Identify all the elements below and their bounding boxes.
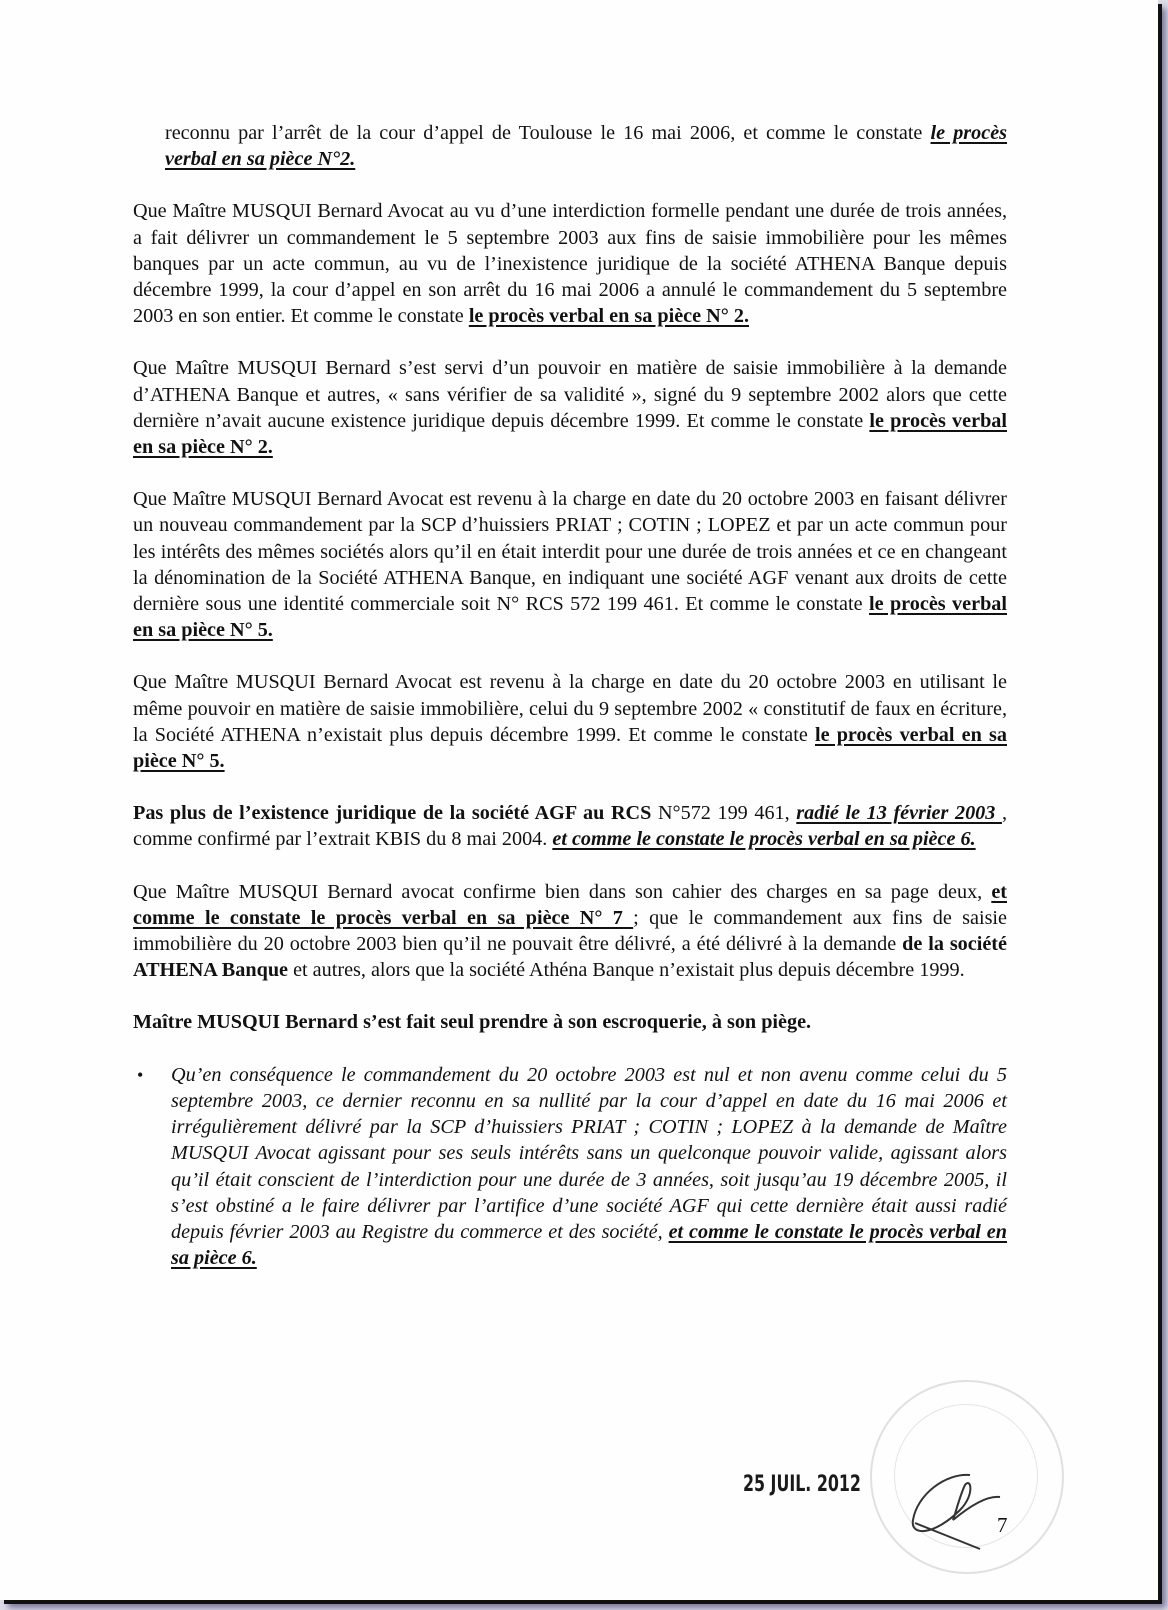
exhibit-reference: et comme le constate le procès verbal en sa pièce 6.: [552, 828, 976, 851]
bullet-list: [133, 1062, 1007, 1272]
section-heading: Maître MUSQUI Bernard s’est fait seul prendre à son escroquerie, à son piège.: [133, 1011, 812, 1034]
striking-date: radié le 13 février 2003: [796, 802, 1002, 825]
paragraph-1: reconnu par l’arrêt de la cour d’appel de Toulouse le 16 mai 2006, et comme le constate le procès verbal en sa pièce N°2.: [165, 122, 1008, 171]
paragraph-5: Que Maître MUSQUI Bernard Avocat est revenu à la charge en date du 20 octobre 2003 en utilisant le même pouvoir en matière de saisie immobilière, celui du 9 septembre 2002 « constitutif de faux en écriture, la Société ATHENA n’existait plus depuis décembre 1999. Et comme le constate le procès verbal en sa pièce N° 5.: [133, 671, 1007, 773]
paragraph-3: Que Maître MUSQUI Bernard s’est servi d’un pouvoir en matière de saisie immobilière à la demande d’ATHENA Banque et autres, « sans vérifier de sa validité », signé du 9 septembre 2002 alors que cette dernière n’avait aucune existence juridique depuis décembre 1999. Et comme le constate le procès verbal en sa pièce N° 2.: [133, 357, 1007, 459]
exhibit-reference: le procès verbal en sa pièce N° 2.: [468, 305, 749, 328]
exhibit-reference: et comme le constate le procès verbal en sa pièce 6.: [171, 1220, 1007, 1270]
exhibit-reference: et comme le constate le procès verbal en sa pièce N° 7: [133, 880, 1007, 929]
exhibit-reference: le procès verbal en sa pièce N°2.: [165, 122, 1008, 171]
exhibit-reference: le procès verbal en sa pièce N° 5.: [133, 723, 1007, 773]
exhibit-reference: le procès verbal en sa pièce N° 2.: [133, 409, 1007, 459]
paragraph-7: Que Maître MUSQUI Bernard avocat confirme bien dans son cahier des charges en sa page deux, et comme le constate le procès verbal en sa pièce N° 7 ; que le commandement aux fins de saisie immobilière du 20 octobre 2003 bien qu’il ne pouvait être délivré, a été délivré à la demande de la société ATHENA Banque et autres, alors que la société Athéna Banque n’existait plus depuis décembre 1999.: [133, 880, 1007, 982]
paragraph-4: Que Maître MUSQUI Bernard Avocat est revenu à la charge en date du 20 octobre 2003 en faisant délivrer un nouveau commandement par la SCP d’huissiers PRIAT ; COTIN ; LOPEZ et par un acte commun pour les intérêts des mêmes sociétés alors qu’il en était interdit pour une durée de trois années et ce en changeant la dénomination de la Société ATHENA Banque, en indiquant une société AGF venant aux droits de cette dernière sous une identité commerciale soit N° RCS 572 199 461. Et comme le constate le procès verbal en sa pièce N° 5.: [133, 488, 1008, 642]
page-number: 7: [997, 1513, 1008, 1537]
list-item: • Qu’en conséquence le commandement du 20 octobre 2003 est nul et non avenu comme celui du 5 septembre 2003, ce dernier reconnu en sa nullité par la cour d’appel en date du 16 mai 2006 et irrégulièrement délivré par la SCP d’huissiers PRIAT ; COTIN ; LOPEZ à la demande de Maître MUSQUI Avocat agissant pour ses seuls intérêts sans un quelconque pouvoir valide, agissant alors qu’il était conscient de l’interdiction pour une durée de 3 années, soit jusqu’au 19 décembre 2005, il s’est obstiné a le faire délivrer par l’artifice d’une société AGF qui cette dernière était aussi radié depuis février 2003 au Registre du commerce et des société, et comme le constate le procès verbal en sa pièce 6.: [137, 1063, 1007, 1270]
document-body: [133, 120, 1007, 1271]
exhibit-reference: le procès verbal en sa pièce N° 5.: [133, 593, 1008, 642]
date-stamp: 25 JUIL. 2012: [743, 1472, 861, 1497]
paragraph-2: Que Maître MUSQUI Bernard Avocat au vu d’une interdiction formelle pendant une durée de trois années, a fait délivrer un commandement le 5 septembre 2003 aux fins de saisie immobilière pour les mêmes banques par un acte commun, au vu de l’inexistence juridique de la société ATHENA Banque depuis décembre 1999, la cour d’appel en son arrêt du 16 mai 2006 a annulé le commandement du 5 septembre 2003 en son entier. Et comme le constate le procès verbal en sa pièce N° 2.: [133, 200, 1007, 328]
paragraph-6: Pas plus de l’existence juridique de la société AGF au RCS N°572 199 461, radié le 13 février 2003 , comme confirmé par l’extrait KBIS du 8 mai 2004. et comme le constate le procès verbal en sa pièce 6.: [133, 802, 1007, 851]
bullet-icon: •: [137, 1064, 144, 1085]
